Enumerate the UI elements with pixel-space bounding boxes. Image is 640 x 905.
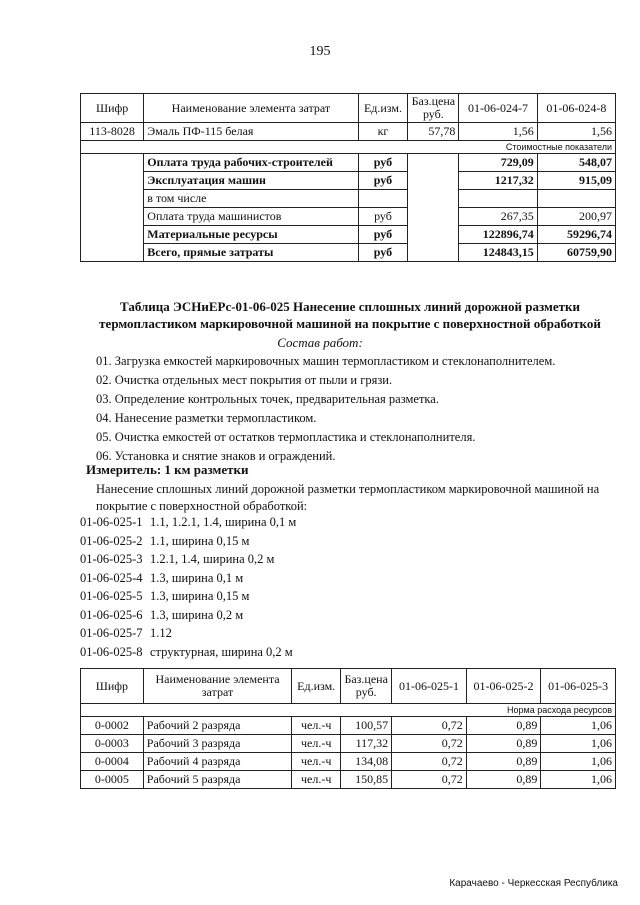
footer-region: Карачаево - Черкесская Республика xyxy=(449,878,618,889)
total-row xyxy=(81,226,616,244)
cell-unit: кг xyxy=(358,123,408,141)
total-variant-1: 124843,15 xyxy=(459,244,537,262)
header-variant-1: 01-06-025-1 xyxy=(392,669,467,704)
total-unit xyxy=(358,190,408,208)
cell-name: Рабочий 4 разряда xyxy=(143,753,291,771)
header-price: Баз.цена руб. xyxy=(341,669,392,704)
cell-variant-3: 1,06 xyxy=(541,771,616,789)
cost-table-024 xyxy=(80,93,616,262)
description: Нанесение сплошных линий дорожной разметки термопластиком маркировочной машиной на покрытие с поверхностной обработкой: xyxy=(96,482,600,513)
variant-text: 1.3, ширина 0,15 м xyxy=(150,589,250,603)
header-name: Наименование элемента затрат xyxy=(144,94,358,123)
total-variant-1: 267,35 xyxy=(459,208,537,226)
variant-text: 1.2.1, 1.4, ширина 0,2 м xyxy=(150,552,275,566)
total-unit: руб xyxy=(358,154,408,172)
variant-code: 01-06-025-8 xyxy=(80,644,143,659)
cell-price: 117,32 xyxy=(341,735,392,753)
section-title-line-1: Таблица ЭСНиЕРс-01-06-025 Нанесение сплошных линий дорожной разметки xyxy=(119,299,581,314)
total-unit: руб xyxy=(358,172,408,190)
variant-text: 1.3, ширина 0,2 м xyxy=(150,607,244,622)
section-title-line-2: термопластиком маркировочной машиной на покрытие с поверхностной обработкой xyxy=(99,316,601,331)
cell-unit: чел.-ч xyxy=(292,735,341,753)
variant-text: 1.1, ширина 0,15 м xyxy=(150,533,250,548)
list-item: 04. Нанесение разметки термопластиком. xyxy=(96,411,317,425)
header-variant-2: 01-06-024-8 xyxy=(537,94,615,123)
cell-code: 113-8028 xyxy=(81,123,144,141)
total-name: Всего, прямые затраты xyxy=(144,244,358,262)
resource-table-025 xyxy=(80,668,616,789)
cell-price: 100,57 xyxy=(341,717,392,735)
variant-code: 01-06-025-4 xyxy=(80,570,143,585)
list-item: 05. Очистка емкостей от остатков термопластика и стеклонаполнителя. xyxy=(96,430,476,444)
variant-code: 01-06-025-3 xyxy=(80,552,143,566)
cell-variant-1: 0,72 xyxy=(392,717,467,735)
list-item xyxy=(80,513,296,532)
cell-variant-2: 0,89 xyxy=(466,735,541,753)
cell-variant-2: 0,89 xyxy=(466,717,541,735)
note-row xyxy=(81,704,616,717)
meter-label: Измеритель: 1 км разметки xyxy=(86,462,249,477)
cell-variant-3: 1,06 xyxy=(541,717,616,735)
total-row xyxy=(81,172,616,190)
total-variant-2: 59296,74 xyxy=(537,226,615,244)
cost-indicators-note: Стоимостные показатели xyxy=(81,141,616,154)
table-header-row xyxy=(81,669,616,704)
list-item: 02. Очистка отдельных мест покрытия от пыли и грязи. xyxy=(96,373,393,387)
works-list xyxy=(96,352,555,466)
header-unit: Ед.изм. xyxy=(358,94,408,123)
cell-variant-1: 0,72 xyxy=(392,753,467,771)
list-item xyxy=(80,569,296,588)
cell-name: Рабочий 2 разряда xyxy=(143,717,291,735)
cell-unit: чел.-ч xyxy=(292,771,341,789)
cell-code: 0-0005 xyxy=(81,771,144,789)
variant-text: 1.12 xyxy=(150,626,172,640)
list-item xyxy=(80,606,296,625)
variant-code: 01-06-025-6 xyxy=(80,607,143,622)
total-variant-2 xyxy=(537,190,615,208)
cell-variant-2: 1,56 xyxy=(537,123,615,141)
total-name: в том числе xyxy=(144,190,358,208)
list-item: 03. Определение контрольных точек, предварительная разметка. xyxy=(96,392,439,406)
header-variant-2: 01-06-025-2 xyxy=(466,669,541,704)
total-row xyxy=(81,208,616,226)
variant-code: 01-06-025-7 xyxy=(80,626,143,640)
cell-unit: чел.-ч xyxy=(292,717,341,735)
total-name: Оплата труда машинистов xyxy=(144,208,358,226)
variants-list xyxy=(80,513,296,661)
total-variant-1 xyxy=(459,190,537,208)
total-row xyxy=(81,244,616,262)
cell-variant-1: 0,72 xyxy=(392,771,467,789)
table-row xyxy=(81,771,616,789)
variant-text: структурная, ширина 0,2 м xyxy=(150,644,293,659)
variant-code: 01-06-025-1 xyxy=(80,515,143,529)
list-item xyxy=(80,643,296,662)
table-row xyxy=(81,753,616,771)
variant-text: 1.1, 1.2.1, 1.4, ширина 0,1 м xyxy=(150,515,297,529)
header-name: Наименование элемента затрат xyxy=(143,669,291,704)
list-item: 06. Установка и снятие знаков и ограждений. xyxy=(96,449,336,463)
list-item xyxy=(80,587,296,606)
total-unit: руб xyxy=(358,208,408,226)
cell-variant-3: 1,06 xyxy=(541,753,616,771)
total-name: Материальные ресурсы xyxy=(144,226,358,244)
cell-variant-1: 1,56 xyxy=(459,123,537,141)
cell-variant-3: 1,06 xyxy=(541,735,616,753)
header-variant-3: 01-06-025-3 xyxy=(541,669,616,704)
cell-variant-1: 0,72 xyxy=(392,735,467,753)
table-row xyxy=(81,123,616,141)
total-row xyxy=(81,154,616,172)
table-row xyxy=(81,717,616,735)
header-unit: Ед.изм. xyxy=(292,669,341,704)
works-subtitle: Состав работ: xyxy=(277,335,363,350)
cell-code: 0-0004 xyxy=(81,753,144,771)
resource-norm-note: Норма расхода ресурсов xyxy=(81,704,616,717)
cell-price: 134,08 xyxy=(341,753,392,771)
table-row xyxy=(81,735,616,753)
total-unit: руб xyxy=(358,244,408,262)
total-unit: руб xyxy=(358,226,408,244)
total-variant-2: 915,09 xyxy=(537,172,615,190)
header-code: Шифр xyxy=(81,94,144,123)
note-row xyxy=(81,141,616,154)
list-item xyxy=(80,532,296,551)
cell-price: 57,78 xyxy=(408,123,459,141)
header-price: Баз.цена руб. xyxy=(408,94,459,123)
cell-name: Рабочий 3 разряда xyxy=(143,735,291,753)
cell-name: Рабочий 5 разряда xyxy=(143,771,291,789)
total-name: Эксплуатация машин xyxy=(144,172,358,190)
section-title xyxy=(80,298,620,332)
total-row xyxy=(81,190,616,208)
cell-code: 0-0002 xyxy=(81,717,144,735)
total-name: Оплата труда рабочих-строителей xyxy=(144,154,358,172)
cell-variant-2: 0,89 xyxy=(466,753,541,771)
total-variant-1: 122896,74 xyxy=(459,226,537,244)
total-variant-2: 60759,90 xyxy=(537,244,615,262)
total-variant-2: 548,07 xyxy=(537,154,615,172)
variant-text: 1.3, ширина 0,1 м xyxy=(150,570,244,585)
cell-name: Эмаль ПФ-115 белая xyxy=(144,123,358,141)
variant-code: 01-06-025-5 xyxy=(80,589,143,603)
cell-unit: чел.-ч xyxy=(292,753,341,771)
cell-code: 0-0003 xyxy=(81,735,144,753)
list-item xyxy=(80,624,296,643)
total-variant-1: 1217,32 xyxy=(459,172,537,190)
variant-code: 01-06-025-2 xyxy=(80,533,143,548)
total-variant-2: 200,97 xyxy=(537,208,615,226)
list-item xyxy=(80,550,296,569)
header-variant-1: 01-06-024-7 xyxy=(459,94,537,123)
total-variant-1: 729,09 xyxy=(459,154,537,172)
table-header-row xyxy=(81,94,616,123)
list-item: 01. Загрузка емкостей маркировочных машин термопластиком и стеклонаполнителем. xyxy=(96,354,556,368)
cell-price: 150,85 xyxy=(341,771,392,789)
page-number: 195 xyxy=(309,44,331,59)
cell-variant-2: 0,89 xyxy=(466,771,541,789)
header-code: Шифр xyxy=(81,669,144,704)
